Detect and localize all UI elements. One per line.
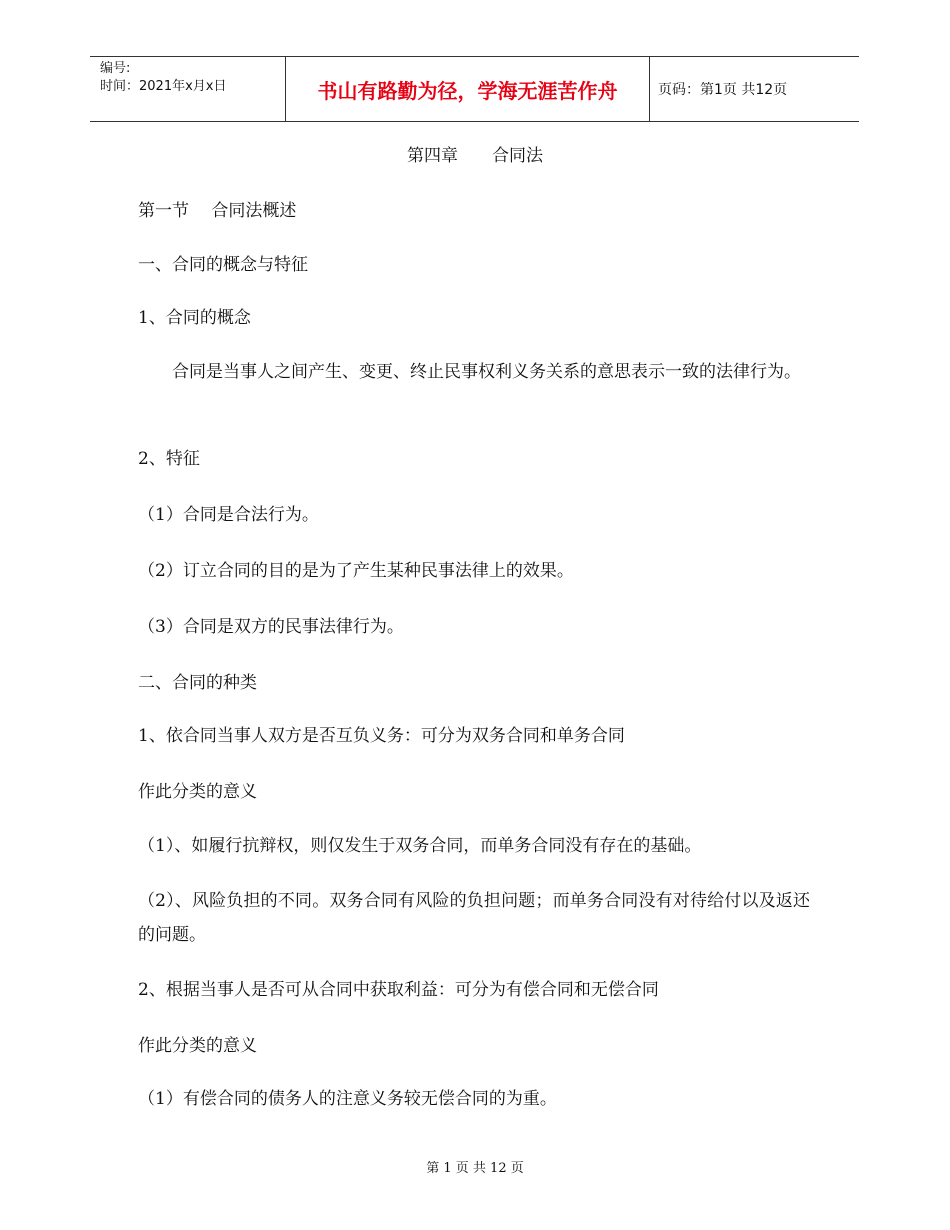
- item-concept: 1、合同的概念: [138, 308, 251, 328]
- header-page-code: 页码：第1页 共12页: [658, 82, 788, 98]
- meaning-label-2: 作此分类的意义: [138, 1036, 257, 1056]
- time-label: 时间：2021年x月x日: [100, 79, 227, 94]
- heading-concept-features: 一、合同的概念与特征: [138, 255, 308, 275]
- type-1: 1、依合同当事人双方是否互负义务：可分为双务合同和单务合同: [138, 726, 625, 746]
- header-meta: [90, 57, 286, 121]
- feature-item-3: （3）合同是双方的民事法律行为。: [138, 617, 404, 637]
- chapter-title: 第四章 合同法: [407, 146, 543, 166]
- feature-item-2: （2）订立合同的目的是为了产生某种民事法律上的效果。: [138, 561, 574, 581]
- type-1-point-2: （2）、风险负担的不同。双务合同有风险的负担问题；而单务合同没有对待给付以及返还的问题。: [138, 891, 810, 945]
- page-footer: 第 1 页 共 12 页: [426, 1161, 524, 1176]
- type-2-point-1: （1）有偿合同的债务人的注意义务较无偿合同的为重。: [138, 1089, 557, 1109]
- number-label: 编号:: [100, 61, 131, 76]
- type-1-point-1: （1）、如履行抗辩权，则仅发生于双务合同，而单务合同没有存在的基础。: [138, 836, 702, 856]
- document-header: [90, 56, 859, 122]
- section-title: 第一节 合同法概述: [138, 201, 297, 221]
- item-features: 2、特征: [138, 449, 200, 469]
- feature-item-1: （1）合同是合法行为。: [138, 505, 319, 525]
- type-2: 2、根据当事人是否可从合同中获取利益：可分为有偿合同和无偿合同: [138, 980, 659, 1000]
- meaning-label-1: 作此分类的意义: [138, 782, 257, 802]
- heading-types: 二、合同的种类: [138, 673, 257, 693]
- concept-paragraph: 合同是当事人之间产生、变更、终止民事权利义务关系的意思表示一致的法律行为。: [172, 362, 801, 382]
- header-motto: 书山有路勤为径，学海无涯苦作舟: [286, 57, 650, 121]
